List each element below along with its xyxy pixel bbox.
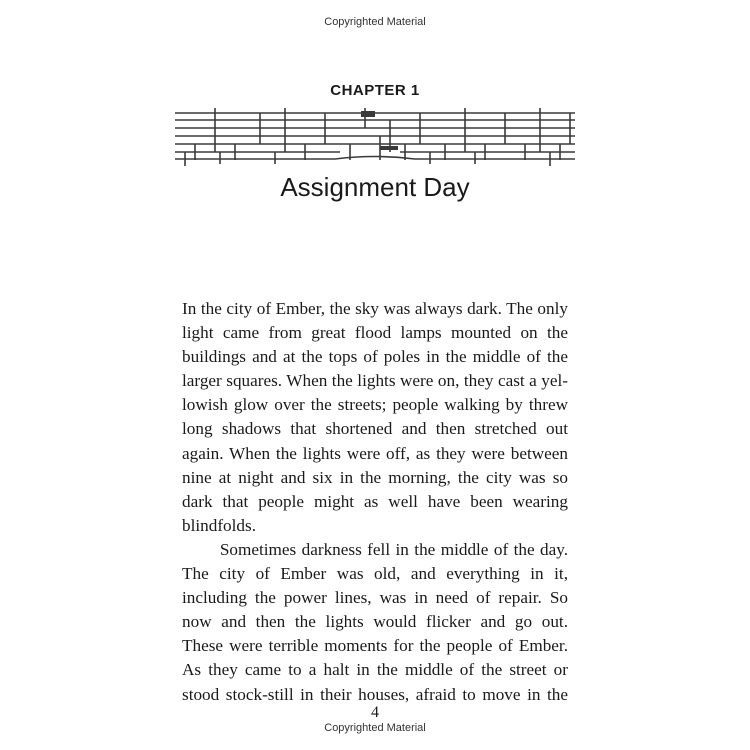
- copyright-notice-top: Copyrighted Material: [324, 16, 426, 28]
- text-line: nine at night and six in the morning, the city was so: [182, 467, 568, 487]
- text-line: Sometimes darkness fell in the middle of the day.: [219, 539, 568, 559]
- text-line: dark that people might as well have been wearing: [182, 491, 568, 511]
- text-line: The city of Ember was old, and everything in it,: [182, 564, 568, 584]
- text-line: light came from great flood lamps mounted on the: [182, 323, 568, 343]
- text-line: lowish glow over the streets; people walking by threw: [182, 395, 568, 415]
- text-line: stood stock-still in their houses, afraid to move in the: [182, 684, 568, 704]
- text-line: long shadows that shortened and then stretched out: [182, 419, 568, 439]
- chapter-title: Assignment Day: [280, 172, 470, 202]
- ornament-block: [361, 111, 375, 117]
- chapter-label: CHAPTER 1: [330, 82, 420, 99]
- text-line: These were terrible moments for the people of Ember.: [182, 636, 568, 656]
- page-number: 4: [371, 704, 379, 721]
- body-text: [182, 297, 568, 707]
- text-line: In the city of Ember, the sky was always dark. The only: [182, 299, 568, 318]
- text-line: larger squares. When the lights were on, they cast a yel-: [182, 371, 568, 391]
- text-line: again. When the lights were off, as they were between: [182, 443, 568, 463]
- text-line: now and then the lights would flicker and go out.: [182, 612, 568, 632]
- text-line: buildings and at the tops of poles in the middle of the: [182, 347, 568, 367]
- ornament-line: [215, 108, 570, 152]
- text-line: including the power lines, was in need of repair. So: [182, 588, 568, 608]
- paragraph: [182, 538, 568, 707]
- chapter-ornament-grid: [175, 108, 575, 166]
- text-line: blindfolds.: [182, 515, 257, 535]
- ornament-block: [380, 146, 398, 150]
- copyright-notice-bottom: Copyrighted Material: [324, 722, 426, 734]
- text-line: As they came to a halt in the middle of the street or: [182, 660, 568, 680]
- paragraph: [182, 297, 568, 538]
